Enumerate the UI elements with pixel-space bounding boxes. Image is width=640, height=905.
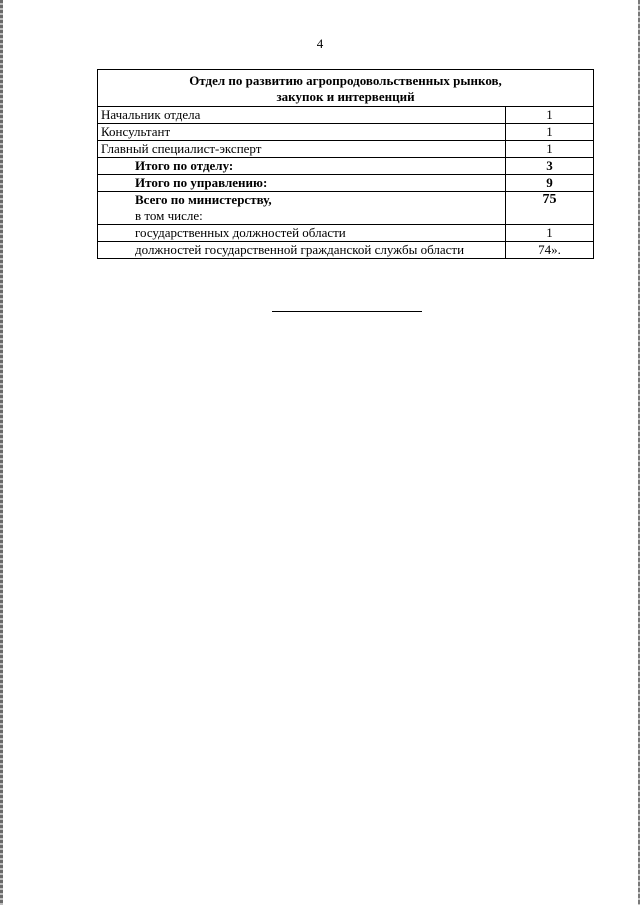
position-count: 1	[506, 141, 594, 158]
total-department-label: Итого по отделу:	[98, 158, 506, 175]
total-ministry-value: 75	[506, 192, 594, 225]
total-ministry-row	[98, 192, 594, 225]
civil-service-positions-row	[98, 242, 594, 259]
total-ministry-label: Всего по министерству,	[135, 192, 272, 207]
end-separator-line	[272, 311, 422, 312]
table-row	[98, 141, 594, 158]
total-department-row	[98, 158, 594, 175]
department-title	[98, 70, 594, 107]
civil-service-positions-label: должностей государственной гражданской службы области	[98, 242, 506, 259]
total-directorate-label: Итого по управлению:	[98, 175, 506, 192]
total-ministry-sublabel: в том числе:	[135, 208, 203, 223]
position-count: 1	[506, 107, 594, 124]
page-number: 4	[316, 36, 324, 51]
table-header-row	[98, 70, 594, 107]
total-directorate-value: 9	[506, 175, 594, 192]
state-positions-value: 1	[506, 225, 594, 242]
staff-table	[97, 69, 594, 259]
state-positions-label: государственных должностей области	[98, 225, 506, 242]
position-count: 1	[506, 124, 594, 141]
total-directorate-row	[98, 175, 594, 192]
department-title-line1: Отдел по развитию агропродовольственных рынков,	[189, 73, 502, 88]
scan-edge-left	[0, 0, 3, 905]
civil-service-positions-value: 74».	[506, 242, 594, 259]
total-ministry-cell	[98, 192, 506, 225]
position-label: Начальник отдела	[98, 107, 506, 124]
table-row	[98, 124, 594, 141]
position-label: Главный специалист-эксперт	[98, 141, 506, 158]
total-department-value: 3	[506, 158, 594, 175]
department-title-line2: закупок и интервенций	[276, 89, 415, 104]
table-row	[98, 107, 594, 124]
position-label: Консультант	[98, 124, 506, 141]
state-positions-row	[98, 225, 594, 242]
